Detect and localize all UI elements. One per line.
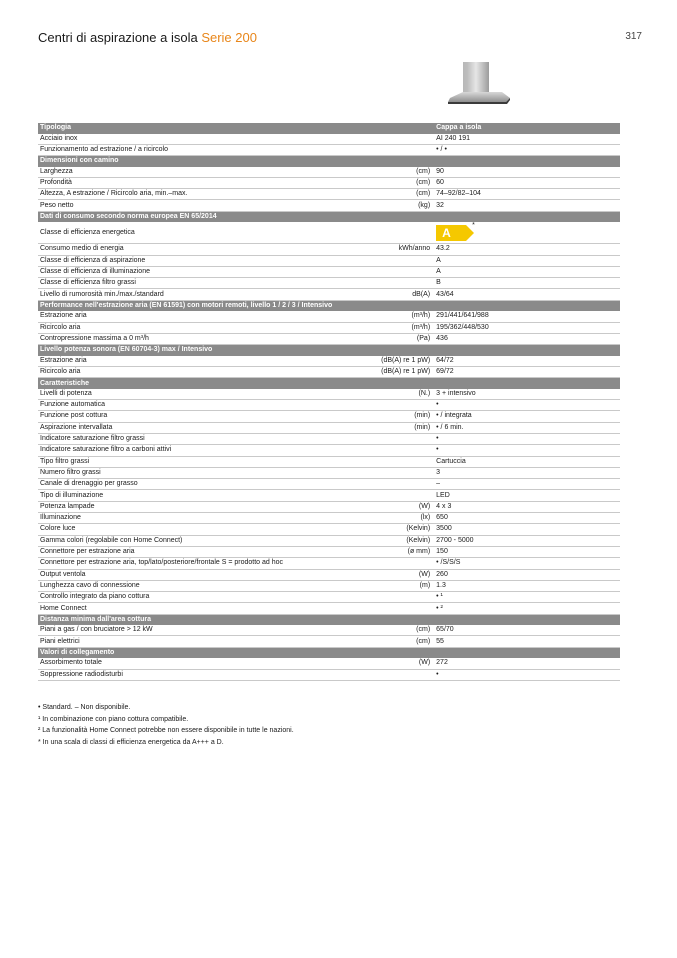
- spec-unit: (min): [236, 422, 434, 433]
- footnote: ¹ In combinazione con piano cottura compatibile.: [38, 715, 189, 723]
- spec-unit: [236, 266, 434, 277]
- spec-value: 3 + intensivo: [434, 389, 620, 400]
- spec-unit: [236, 255, 434, 266]
- spec-unit: [236, 445, 434, 456]
- spec-value: 65/70: [434, 625, 620, 636]
- spec-value: 90: [434, 167, 620, 178]
- spec-row: [38, 134, 620, 145]
- spec-unit: (Pa): [236, 333, 434, 344]
- energy-arrow-icon: [436, 221, 475, 241]
- spec-unit: (dB(A) re 1 pW): [236, 356, 434, 367]
- spec-value: 195/362/448/530: [434, 322, 620, 333]
- spec-label: Ricircolo aria: [38, 322, 236, 333]
- spec-value: 150: [434, 546, 620, 557]
- specification-table: [38, 123, 620, 681]
- spec-value: •: [434, 669, 620, 680]
- spec-value: •: [434, 445, 620, 456]
- spec-unit: [236, 144, 434, 155]
- section-title: Dimensioni con camino: [38, 156, 434, 167]
- spec-value: 260: [434, 569, 620, 580]
- footnotes: [38, 702, 294, 748]
- spec-value: 1.3: [434, 580, 620, 591]
- section-value: [434, 614, 620, 625]
- spec-unit: (min): [236, 411, 434, 422]
- spec-unit: (W): [236, 569, 434, 580]
- page-header: [38, 30, 642, 46]
- spec-row: [38, 311, 620, 322]
- spec-unit: [236, 222, 434, 244]
- spec-label: Soppressione radiodisturbi: [38, 669, 236, 680]
- spec-label: Piani elettrici: [38, 636, 236, 647]
- section-header: [38, 378, 620, 389]
- spec-label: Home Connect: [38, 603, 236, 614]
- spec-unit: [236, 669, 434, 680]
- spec-label: Acciaio inox: [38, 134, 236, 145]
- spec-value: • ¹: [434, 592, 620, 603]
- spec-value: 4 x 3: [434, 501, 620, 512]
- spec-value: 69/72: [434, 366, 620, 377]
- spec-value: 436: [434, 333, 620, 344]
- footnote: ² La funzionalità Home Connect potrebbe non essere disponibile in tutte le nazioni.: [38, 727, 294, 735]
- spec-label: Funzione automatica: [38, 400, 236, 411]
- spec-unit: (cm): [236, 167, 434, 178]
- spec-row: [38, 535, 620, 546]
- spec-row: [38, 433, 620, 444]
- spec-label: Estrazione aria: [38, 311, 236, 322]
- spec-row: [38, 546, 620, 557]
- section-header: [38, 123, 620, 134]
- spec-value: 60: [434, 177, 620, 188]
- spec-row: [38, 422, 620, 433]
- spec-label: Controllo integrato da piano cottura: [38, 592, 236, 603]
- spec-label: Potenza lampade: [38, 501, 236, 512]
- section-header: [38, 345, 620, 356]
- spec-value: AI 240 191: [434, 134, 620, 145]
- spec-row: [38, 289, 620, 300]
- section-title: Valori di collegamento: [38, 647, 434, 658]
- spec-label: Ricircolo aria: [38, 366, 236, 377]
- spec-label: Connettore per estrazione aria: [38, 546, 236, 557]
- spec-unit: (dB(A) re 1 pW): [236, 366, 434, 377]
- spec-label: Larghezza: [38, 167, 236, 178]
- spec-row: [38, 658, 620, 669]
- spec-value: • ²: [434, 603, 620, 614]
- spec-unit: [236, 400, 434, 411]
- spec-row: [38, 636, 620, 647]
- spec-value: 3: [434, 467, 620, 478]
- spec-row: [38, 467, 620, 478]
- spec-value: Cartuccia: [434, 456, 620, 467]
- spec-label: Connettore per estrazione aria, top/lato/posteriore/frontale S = prodotto ad hoc: [38, 558, 236, 569]
- section-value: [434, 211, 620, 222]
- spec-value: –: [434, 479, 620, 490]
- section-header: [38, 647, 620, 658]
- spec-unit: (m): [236, 580, 434, 591]
- spec-row: [38, 625, 620, 636]
- spec-row: [38, 177, 620, 188]
- spec-label: Output ventola: [38, 569, 236, 580]
- spec-label: Lunghezza cavo di connessione: [38, 580, 236, 591]
- spec-label: Illuminazione: [38, 513, 236, 524]
- spec-value: 272: [434, 658, 620, 669]
- spec-label: Profondità: [38, 177, 236, 188]
- spec-label: Consumo medio di energia: [38, 244, 236, 255]
- spec-unit: kWh/anno: [236, 244, 434, 255]
- section-value: [434, 345, 620, 356]
- spec-label: Contropressione massima a 0 m³/h: [38, 333, 236, 344]
- spec-value: • /S/S/S: [434, 558, 620, 569]
- spec-unit: [236, 467, 434, 478]
- spec-value: 32: [434, 200, 620, 211]
- spec-row: [38, 456, 620, 467]
- spec-row: [38, 222, 620, 244]
- spec-row: [38, 144, 620, 155]
- spec-unit: (cm): [236, 189, 434, 200]
- spec-label: Peso netto: [38, 200, 236, 211]
- spec-row: [38, 400, 620, 411]
- section-value: Cappa a isola: [434, 123, 620, 134]
- spec-unit: (cm): [236, 177, 434, 188]
- spec-value: 43/64: [434, 289, 620, 300]
- spec-value: • / 6 min.: [434, 422, 620, 433]
- spec-label: Classe di efficienza di illuminazione: [38, 266, 236, 277]
- spec-label: Estrazione aria: [38, 356, 236, 367]
- section-title: Performance nell'estrazione aria (EN 61591) con motori remoti, livello 1 / 2 / 3 / Intensivo: [38, 300, 434, 311]
- spec-row: [38, 389, 620, 400]
- spec-label: Assorbimento totale: [38, 658, 236, 669]
- spec-row: [38, 167, 620, 178]
- spec-label: Tipo di illuminazione: [38, 490, 236, 501]
- spec-label: Altezza, A estrazione / Ricircolo aria, min.–max.: [38, 189, 236, 200]
- section-header: [38, 614, 620, 625]
- spec-unit: (ø mm): [236, 546, 434, 557]
- spec-unit: [236, 592, 434, 603]
- spec-unit: [236, 134, 434, 145]
- section-value: [434, 156, 620, 167]
- spec-row: [38, 603, 620, 614]
- spec-label: Canale di drenaggio per grasso: [38, 479, 236, 490]
- spec-row: [38, 524, 620, 535]
- product-image: [446, 62, 512, 108]
- spec-label: Aspirazione intervallata: [38, 422, 236, 433]
- page-number: 317: [625, 31, 642, 42]
- spec-label: Indicatore saturazione filtro grassi: [38, 433, 236, 444]
- spec-label: Numero filtro grassi: [38, 467, 236, 478]
- footnote: * In una scala di classi di efficienza energetica da A+++ a D.: [38, 738, 224, 746]
- spec-unit: (Kelvin): [236, 524, 434, 535]
- spec-unit: (cm): [236, 625, 434, 636]
- spec-label: Funzione post cottura: [38, 411, 236, 422]
- spec-row: [38, 366, 620, 377]
- spec-value: 650: [434, 513, 620, 524]
- spec-unit: (N.): [236, 389, 434, 400]
- spec-value: 3500: [434, 524, 620, 535]
- section-title: Tipologia: [38, 123, 434, 134]
- spec-label: Colore luce: [38, 524, 236, 535]
- spec-value: 74–92/82–104: [434, 189, 620, 200]
- title-main: Centri di aspirazione a isola: [38, 30, 202, 45]
- footnote: • Standard. – Non disponibile.: [38, 704, 131, 711]
- spec-value: • / •: [434, 144, 620, 155]
- spec-unit: (lx): [236, 513, 434, 524]
- spec-row: [38, 513, 620, 524]
- spec-label: Piani a gas / con bruciatore > 12 kW: [38, 625, 236, 636]
- spec-row: [38, 669, 620, 680]
- section-header: [38, 300, 620, 311]
- spec-value: •: [434, 400, 620, 411]
- spec-row: [38, 445, 620, 456]
- spec-value: A: [434, 255, 620, 266]
- spec-unit: [236, 433, 434, 444]
- spec-row: [38, 189, 620, 200]
- spec-value: A: [434, 266, 620, 277]
- spec-row: [38, 255, 620, 266]
- spec-unit: [236, 278, 434, 289]
- energy-class-label: [434, 222, 620, 244]
- energy-class-note: *: [472, 221, 475, 229]
- section-value: [434, 378, 620, 389]
- spec-value: 2700 - 5000: [434, 535, 620, 546]
- spec-unit: [236, 479, 434, 490]
- spec-row: [38, 333, 620, 344]
- spec-label: Classe di efficienza energetica: [38, 222, 236, 244]
- spec-value: 55: [434, 636, 620, 647]
- spec-unit: (m³/h): [236, 311, 434, 322]
- spec-value: 291/441/641/988: [434, 311, 620, 322]
- spec-unit: (kg): [236, 200, 434, 211]
- section-title: Distanza minima dall'area cottura: [38, 614, 434, 625]
- spec-unit: (m³/h): [236, 322, 434, 333]
- section-title: Caratteristiche: [38, 378, 434, 389]
- energy-class-letter: A: [442, 225, 451, 240]
- spec-row: [38, 580, 620, 591]
- spec-row: [38, 569, 620, 580]
- spec-label: Funzionamento ad estrazione / a ricircolo: [38, 144, 236, 155]
- spec-row: [38, 278, 620, 289]
- section-title: Dati di consumo secondo norma europea EN 65/2014: [38, 211, 434, 222]
- spec-label: Indicatore saturazione filtro a carboni attivi: [38, 445, 236, 456]
- spec-label: Gamma colori (regolabile con Home Connect): [38, 535, 236, 546]
- page-title: [38, 30, 257, 45]
- spec-label: Livello di rumorosità min./max./standard: [38, 289, 236, 300]
- spec-unit: (cm): [236, 636, 434, 647]
- section-value: [434, 300, 620, 311]
- spec-label: Tipo filtro grassi: [38, 456, 236, 467]
- spec-label: Classe di efficienza di aspirazione: [38, 255, 236, 266]
- spec-unit: [236, 490, 434, 501]
- section-title: Livello potenza sonora (EN 60704-3) max / Intensivo: [38, 345, 434, 356]
- spec-label: Livelli di potenza: [38, 389, 236, 400]
- spec-value: B: [434, 278, 620, 289]
- spec-row: [38, 244, 620, 255]
- title-series: Serie 200: [201, 30, 257, 45]
- spec-row: [38, 558, 620, 569]
- spec-row: [38, 200, 620, 211]
- spec-label: Classe di efficienza filtro grassi: [38, 278, 236, 289]
- spec-value: 43.2: [434, 244, 620, 255]
- spec-value: 64/72: [434, 356, 620, 367]
- spec-row: [38, 479, 620, 490]
- spec-unit: dB(A): [236, 289, 434, 300]
- spec-unit: [236, 456, 434, 467]
- spec-row: [38, 266, 620, 277]
- section-header: [38, 156, 620, 167]
- spec-row: [38, 501, 620, 512]
- section-value: [434, 647, 620, 658]
- spec-unit: [236, 603, 434, 614]
- spec-value: •: [434, 433, 620, 444]
- spec-value: LED: [434, 490, 620, 501]
- spec-row: [38, 322, 620, 333]
- section-header: [38, 211, 620, 222]
- spec-row: [38, 356, 620, 367]
- spec-row: [38, 490, 620, 501]
- spec-row: [38, 411, 620, 422]
- spec-unit: (W): [236, 501, 434, 512]
- spec-unit: (Kelvin): [236, 535, 434, 546]
- spec-unit: (W): [236, 658, 434, 669]
- spec-row: [38, 592, 620, 603]
- spec-value: • / integrata: [434, 411, 620, 422]
